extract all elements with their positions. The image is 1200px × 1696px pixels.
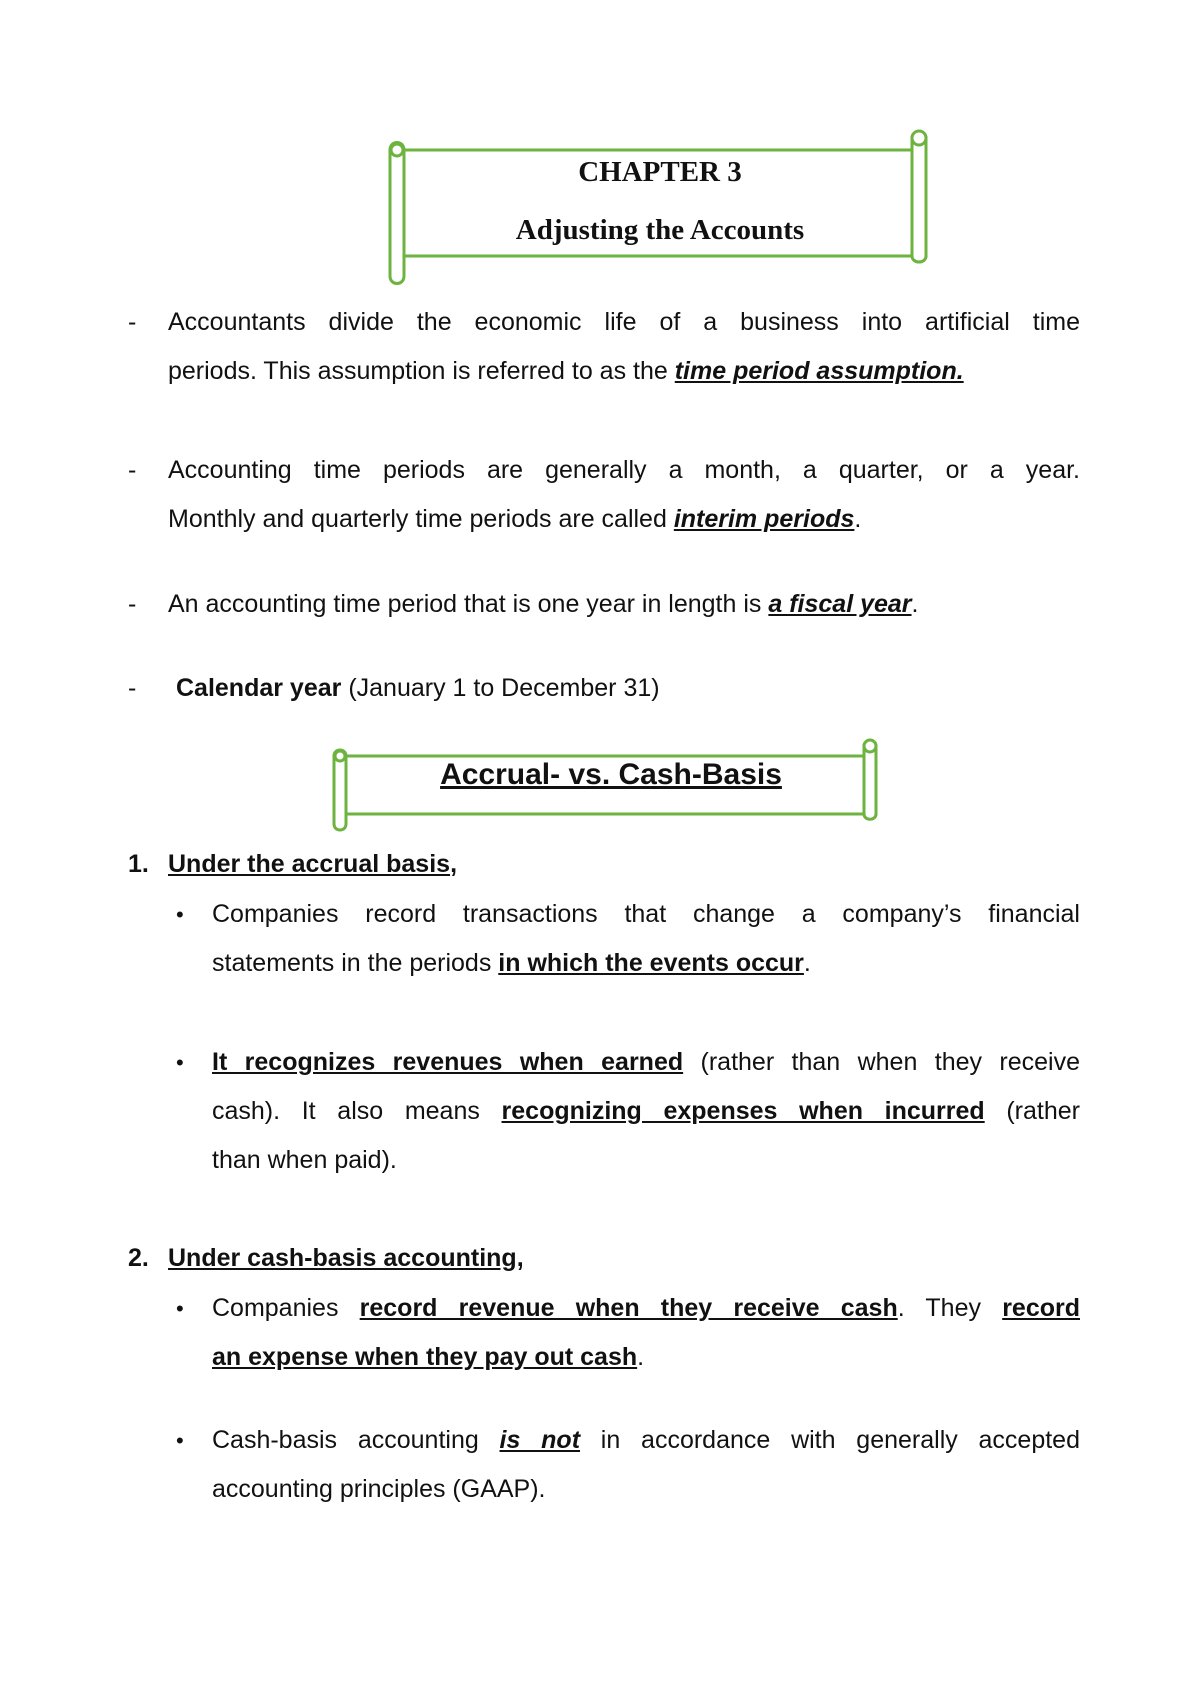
dash-marker: - bbox=[128, 456, 137, 484]
chapter-title: Adjusting the Accounts bbox=[515, 214, 805, 246]
intro-item-interim bbox=[168, 446, 1080, 544]
bullet-icon: • bbox=[176, 1428, 184, 1453]
term-revenues-when-earned: It recognizes revenues when earned bbox=[212, 1048, 684, 1076]
section-title: Accrual- vs. Cash-Basis bbox=[440, 758, 782, 791]
term-expenses-when-incurred: recognizing expenses when incurred bbox=[501, 1097, 985, 1125]
bullet-line: accounting principles (GAAP). bbox=[212, 1475, 546, 1503]
punctuation: . bbox=[911, 590, 919, 618]
bullet-text: . They bbox=[897, 1294, 1003, 1322]
accrual-heading bbox=[168, 840, 1080, 889]
chapter-scroll-banner bbox=[378, 126, 938, 296]
bullet-text: cash). It also means bbox=[212, 1097, 502, 1125]
list-number: 2. bbox=[128, 1244, 149, 1272]
term-record-revenue: record revenue when they receive cash bbox=[359, 1294, 898, 1322]
bullet-text: (rather bbox=[984, 1097, 1080, 1125]
bullet-line: than when paid). bbox=[212, 1146, 397, 1174]
bullet-icon: • bbox=[176, 1296, 184, 1321]
punctuation: . bbox=[854, 505, 862, 533]
accrual-bullet-1 bbox=[212, 890, 1080, 988]
bullet-text: Companies bbox=[212, 1294, 360, 1322]
intro-item-text: An accounting time period that is one year in length is bbox=[168, 590, 769, 618]
cash-heading bbox=[168, 1234, 1080, 1283]
intro-item-text: periods. This assumption is referred to as the bbox=[168, 357, 675, 385]
chapter-number: CHAPTER 3 bbox=[578, 156, 742, 188]
punctuation: , bbox=[450, 850, 458, 878]
term-time-period-assumption: time period assumption. bbox=[674, 357, 964, 385]
punctuation: . bbox=[803, 949, 811, 977]
bullet-icon: • bbox=[176, 902, 184, 927]
cash-heading-text: Under cash-basis accounting bbox=[168, 1244, 517, 1272]
punctuation: . bbox=[637, 1343, 645, 1371]
bullet-text: (rather than when they receive bbox=[683, 1048, 1080, 1076]
intro-item-text: (January 1 to December 31) bbox=[341, 674, 660, 702]
bullet-text: in accordance with generally accepted bbox=[580, 1426, 1080, 1454]
term-fiscal-year: a fiscal year bbox=[768, 590, 912, 618]
intro-item-time-period bbox=[168, 298, 1080, 396]
list-number: 1. bbox=[128, 850, 149, 878]
dash-marker: - bbox=[128, 674, 137, 702]
term-is-not: is not bbox=[499, 1426, 581, 1454]
dash-marker: - bbox=[128, 308, 137, 336]
punctuation: , bbox=[516, 1244, 524, 1272]
term-record: record bbox=[1002, 1294, 1080, 1322]
cash-bullet-2 bbox=[212, 1416, 1080, 1514]
bullet-text: statements in the periods bbox=[212, 949, 499, 977]
accrual-bullet-2 bbox=[212, 1038, 1080, 1185]
bullet-line: Companies record transactions that change a company’s financial bbox=[212, 900, 1080, 928]
intro-item-text: Monthly and quarterly time periods are called bbox=[168, 505, 674, 533]
term-expense-pay-out: an expense when they pay out cash bbox=[212, 1343, 638, 1371]
accrual-heading-text: Under the accrual basis bbox=[168, 850, 451, 878]
intro-item-line: Accountants divide the economic life of a business into artificial time bbox=[168, 308, 1080, 336]
bullet-icon: • bbox=[176, 1050, 184, 1075]
bullet-text: Cash-basis accounting bbox=[212, 1426, 500, 1454]
intro-item-calendar-year bbox=[176, 664, 1080, 713]
intro-item-line: Accounting time periods are generally a month, a quarter, or a year. bbox=[168, 456, 1080, 484]
term-interim-periods: interim periods bbox=[673, 505, 855, 533]
cash-bullet-1 bbox=[212, 1284, 1080, 1382]
dash-marker: - bbox=[128, 590, 137, 618]
term-events-occur: in which the events occur bbox=[498, 949, 804, 977]
term-calendar-year: Calendar year bbox=[176, 674, 342, 702]
intro-item-fiscal-year bbox=[168, 580, 1080, 629]
